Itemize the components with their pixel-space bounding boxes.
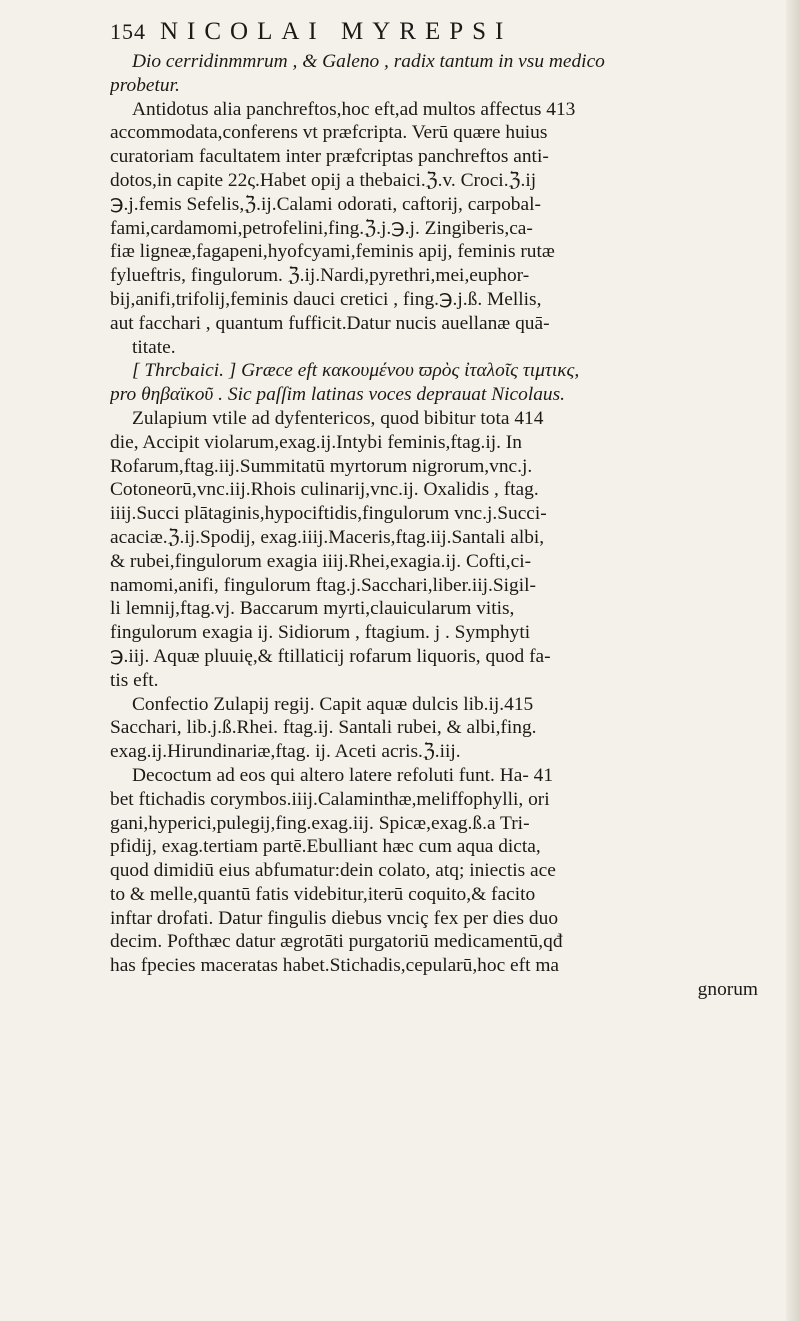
text-line: ℈.iij. Aquæ pluuię,& ftillaticij rofarum liquoris, quod fa-	[110, 645, 551, 667]
intro-text	[110, 50, 758, 98]
text-line: Rofarum,ftag.iij.Summitatū myrtorum nigrorum,vnc.j.	[110, 455, 533, 477]
page-header	[110, 18, 758, 46]
text-line: [ Thrcbaici. ] Græce eft κακουμένου ϖρὸς ἰταλοῖς τιμτικς,	[132, 360, 580, 382]
text-line: Zulapium vtile ad dyfentericos, quod bibitur tota 414	[132, 407, 544, 429]
text-line: quod dimidiū eius abfumatur:dein colato, atq; iniectis ace	[110, 860, 556, 882]
text-line: fiæ ligneæ,fagapeni,hyofcyami,feminis apij, feminis rutæ	[110, 241, 555, 263]
text-line: tis eft.	[110, 669, 159, 691]
catchword: gnorum	[697, 979, 758, 1001]
text-line: bij,anifi,trifolij,feminis dauci cretici , fing.℈.j.ß. Mellis,	[110, 288, 542, 310]
text-line: ℈.j.femis Sefelis,ℨ.ij.Calami odorati, caftorij, carpobal-	[110, 193, 541, 215]
text-line: accommodata,conferens vt præfcripta. Verū quære huius	[110, 122, 548, 144]
text-line: dotos,in capite 22ς.Habet opij a thebaici.ℨ.v. Croci.ℨ.ij	[110, 169, 537, 191]
text-line: inftar drofati. Datur fingulis diebus vnciç fex per dies duo	[110, 907, 559, 929]
paragraph-confectio	[110, 693, 758, 764]
text-line: Decoctum ad eos qui altero latere refoluti funt. Ha- 41	[132, 764, 554, 786]
text-line: Cotoneorū,vnc.iij.Rhois culinarij,vnc.ij. Oxalidis , ftag.	[110, 479, 539, 501]
annotation-note	[110, 359, 758, 407]
paragraph-antidotus	[110, 98, 758, 360]
text-line: bet ftichadis corymbos.iiij.Calaminthæ,meliffophylli, ori	[110, 788, 550, 810]
text-line: to & melle,quantū fatis videbitur,iterū coquito,& facito	[110, 883, 536, 905]
text-line: titate.	[132, 336, 176, 358]
text-line: & rubei,fingulorum exagia iiij.Rhei,exagia.ij. Cofti,ci-	[110, 550, 532, 572]
text-line: pro θηβαϊκοῦ . Sic paſſim latinas voces deprauat Nicolaus.	[110, 384, 566, 406]
text-line: gani,hyperici,pulegij,fing.exag.iij. Spicæ,exag.ß.a Tri-	[110, 812, 530, 834]
text-line: acaciæ.ℨ.ij.Spodij, exag.iiij.Maceris,ftag.iij.Santali albi,	[110, 526, 545, 548]
text-line: Confectio Zulapij regij. Capit aquæ dulcis lib.ij.415	[132, 693, 534, 715]
text-line: iiij.Succi plātaginis,hypociftidis,fingulorum vnc.j.Succi-	[110, 503, 547, 525]
text-line: die, Accipit violarum,exag.ij.Intybi feminis,ftag.ij. In	[110, 431, 522, 453]
text-line: has fpecies maceratas habet.Stichadis,cepularū,hoc eft ma	[110, 955, 560, 977]
page-number: 154	[110, 19, 146, 44]
text-line: Dio cerridinmmrum , & Galeno , radix tantum in vsu medico	[132, 51, 605, 72]
text-line: pfidij, exag.tertiam partē.Ebulliant hæc cum aqua dicta,	[110, 836, 541, 858]
text-line: fami,cardamomi,petrofelini,fing.ℨ.j.℈.j. Zingiberis,ca-	[110, 217, 533, 239]
text-line: decim. Pofthæc datur ægrotāti purgatoriū medicamentū,qđ	[110, 931, 563, 953]
paragraph-decoctum	[110, 764, 758, 1002]
text-line: Antidotus alia panchreftos,hoc eft,ad multos affectus 413	[132, 98, 576, 120]
running-title: NICOLAI MYREPSI	[160, 18, 513, 45]
text-line: aut facchari , quantum fufficit.Datur nucis auellanæ quā-	[110, 312, 550, 334]
text-line: namomi,anifi, fingulorum ftag.j.Sacchari,liber.iij.Sigil-	[110, 574, 536, 596]
text-line: probetur.	[110, 74, 180, 96]
page-edge-shadow	[786, 0, 800, 1321]
text-line: Sacchari, lib.j.ß.Rhei. ftag.ij. Santali rubei, & albi,fing.	[110, 717, 537, 739]
text-line: exag.ij.Hirundinariæ,ftag. ij. Aceti acris.ℨ.iij.	[110, 741, 461, 763]
text-line: fylueftris, fingulorum. ℨ.ij.Nardi,pyrethri,mei,euphor-	[110, 265, 530, 287]
paragraph-zulapium	[110, 407, 758, 693]
text-line: curatoriam facultatem inter præfcriptas panchreftos anti-	[110, 146, 549, 168]
text-line: li lemnij,ftag.vj. Baccarum myrti,clauicularum vitis,	[110, 598, 515, 620]
text-line: fingulorum exagia ij. Sidiorum , ftagium. j . Symphyti	[110, 622, 531, 644]
